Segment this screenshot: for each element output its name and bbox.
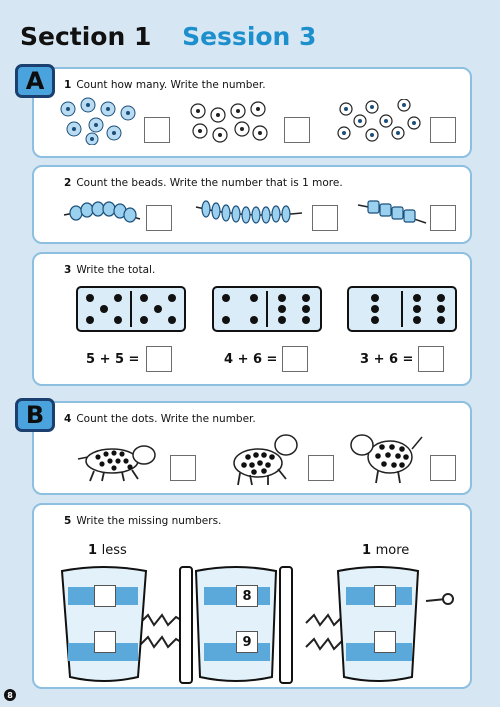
missing-number-box-top-left[interactable]: [94, 585, 116, 607]
missing-number-box-top-right[interactable]: [374, 585, 396, 607]
domino-dot: [437, 305, 445, 313]
section-title: Section 1: [20, 22, 152, 51]
answer-box-3b[interactable]: [282, 346, 308, 372]
domino-dot: [302, 316, 310, 324]
domino-dot: [437, 294, 445, 302]
domino-dot: [413, 316, 421, 324]
answer-box-1a[interactable]: [144, 117, 170, 143]
session-title: Session 3: [182, 22, 317, 51]
given-number-9: 9: [236, 631, 258, 653]
sum-1: 5 + 5 =: [86, 352, 140, 367]
one-less-word: less: [101, 543, 127, 558]
domino-dot: [413, 294, 421, 302]
question-3-text: Write the total.: [76, 264, 156, 276]
one-more-number: 1: [362, 543, 372, 558]
dog-1-image: [74, 439, 164, 483]
page-title: [20, 22, 316, 51]
bead-string-3-image: [356, 197, 428, 229]
question-4-text: Count the dots. Write the number.: [76, 413, 256, 425]
domino-dot: [168, 294, 176, 302]
domino-dot: [140, 316, 148, 324]
flower-group-1-image: [56, 97, 146, 145]
question-1-number: 1: [64, 79, 72, 91]
domino-dot: [114, 316, 122, 324]
domino-dot: [302, 305, 310, 313]
domino-dot: [371, 316, 379, 324]
answer-box-3a[interactable]: [146, 346, 172, 372]
question-2-panel: [32, 165, 472, 244]
answer-box-2c[interactable]: [430, 205, 456, 231]
sum-3: 3 + 6 =: [360, 352, 414, 367]
answer-box-3c[interactable]: [418, 346, 444, 372]
question-1-text: Count how many. Write the number.: [76, 79, 266, 91]
domino-dot: [100, 305, 108, 313]
given-number-8: 8: [236, 585, 258, 607]
domino-dot: [154, 305, 162, 313]
one-more-word: more: [375, 543, 410, 558]
question-4-prompt: [64, 413, 256, 425]
domino-dot: [302, 294, 310, 302]
answer-box-1c[interactable]: [430, 117, 456, 143]
answer-box-2a[interactable]: [146, 205, 172, 231]
answer-box-4b[interactable]: [308, 455, 334, 481]
domino-dot: [250, 316, 258, 324]
one-less-label: [88, 543, 127, 558]
bead-string-2-image: [194, 197, 304, 227]
domino-dot: [222, 294, 230, 302]
one-more-label: [362, 543, 409, 558]
domino-1: [76, 286, 186, 332]
number-machine-image: [56, 565, 456, 687]
question-3-panel: [32, 252, 472, 386]
answer-box-1b[interactable]: [284, 117, 310, 143]
question-4-number: 4: [64, 413, 72, 425]
answer-box-4c[interactable]: [430, 455, 456, 481]
question-3-prompt: [64, 264, 155, 276]
sum-2: 4 + 6 =: [224, 352, 278, 367]
domino-dot: [250, 294, 258, 302]
answer-box-4a[interactable]: [170, 455, 196, 481]
domino-3: [347, 286, 457, 332]
question-1-panel: [32, 67, 472, 158]
badge-b: B: [15, 398, 55, 432]
domino-dot: [371, 305, 379, 313]
domino-dot: [371, 294, 379, 302]
question-2-prompt: [64, 177, 343, 189]
domino-2: [212, 286, 322, 332]
flower-group-3-image: [334, 99, 424, 147]
domino-dot: [278, 305, 286, 313]
question-1-prompt: [64, 79, 266, 91]
domino-dot: [437, 316, 445, 324]
domino-dot: [278, 294, 286, 302]
bead-string-1-image: [62, 197, 142, 227]
domino-dot: [413, 305, 421, 313]
question-2-number: 2: [64, 177, 72, 189]
missing-number-box-bottom-right[interactable]: [374, 631, 396, 653]
domino-dot: [278, 316, 286, 324]
dog-3-image: [348, 427, 426, 487]
answer-box-2b[interactable]: [312, 205, 338, 231]
domino-dot: [222, 316, 230, 324]
domino-dot: [168, 316, 176, 324]
missing-number-box-bottom-left[interactable]: [94, 631, 116, 653]
question-5-text: Write the missing numbers.: [76, 515, 222, 527]
question-2-text: Count the beads. Write the number that is 1 more.: [76, 177, 343, 189]
question-5-prompt: [64, 515, 221, 527]
dog-2-image: [224, 429, 308, 487]
domino-dot: [86, 294, 94, 302]
one-less-number: 1: [88, 543, 98, 558]
domino-dot: [140, 294, 148, 302]
question-3-number: 3: [64, 264, 72, 276]
flower-group-2-image: [186, 101, 276, 149]
question-4-panel: [32, 401, 472, 495]
question-5-panel: [32, 503, 472, 689]
page-number: 8: [4, 689, 16, 701]
badge-a: A: [15, 64, 55, 98]
domino-dot: [114, 294, 122, 302]
question-5-number: 5: [64, 515, 72, 527]
domino-dot: [86, 316, 94, 324]
